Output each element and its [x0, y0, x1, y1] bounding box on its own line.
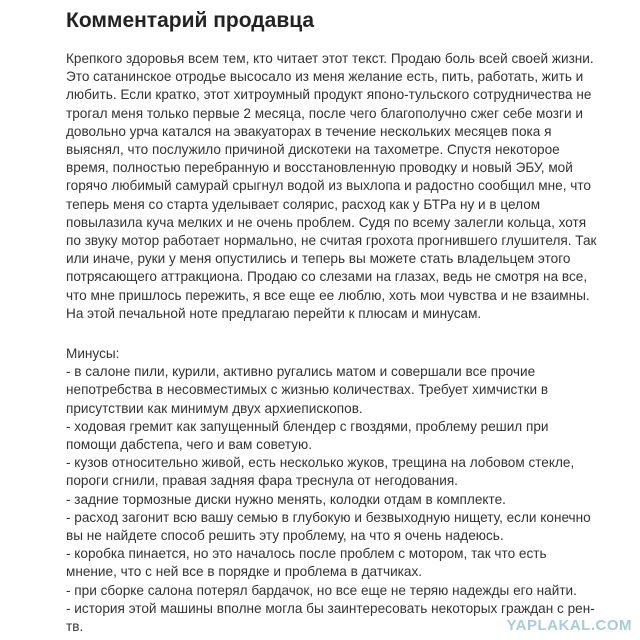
cons-list — [66, 363, 600, 636]
cons-item: - при сборке салона потерял бардачок, но все еще не теряю надежды его найти. — [66, 582, 577, 598]
cons-item: - расход загонит всю вашу семью в глубокую и безвыходную нищету, если конечно вы не найдете способ решить эту проблему, на что я очень надеюсь. — [66, 509, 591, 544]
section-title: Комментарий продавца — [66, 9, 315, 32]
cons-item: - история этой машины вполне могла бы заинтересовать некоторых граждан с рен-тв. — [66, 600, 595, 635]
cons-item: - ходовая гремит как запущенный блендер с гвоздями, проблему решил при помощи дабстепа, чего и вам советую. — [66, 418, 549, 453]
cons-item: - в салоне пили, курили, активно ругались матом и совершали все прочие непотребства в несовместимых с жизнью количествах. Требует химчистки в присутствии как минимум двух архиепископов. — [66, 364, 549, 416]
cons-item: - коробка пинается, но это началось после проблем с мотором, так что есть мнение, что с ней все в порядке и проблема в датчиках. — [66, 546, 547, 580]
cons-item: - задние тормозные диски нужно менять, колодки отдам в комплекте. — [66, 491, 506, 507]
cons-item: - кузов относительно живой, есть несколько жуков, трещина на лобовом стекле, пороги сгнили, правая задняя фара треснула от негодования. — [66, 455, 575, 489]
intro-paragraph: Крепкого здоровья всем тем, кто читает этот текст. Продаю боль всей своей жизни. Это сатанинское отродье высосало из меня желание есть, пить, работать, жить и любить. Если кратко, этот хитроумный продукт японо-тульского сотрудничества не трогал меня только первые 2 месяца, после чего благополучно сжег себе мозги и довольно урча катался на эвакуаторах в течение нескольких месяцев пока я выяснял, что послужило причиной дискотеки на тахометре. Спустя некоторое время, полностью перебранную и восстановленную проводку и новый ЭБУ, мой горячо любимый самурай срыгнул водой из выхлопа и радостно сообщил мне, что теперь меня со старта уделывает солярис, расход как у БТРа ну и в целом повылазила куча мелких и не очень проблем. Судя по всему залегли кольца, хотя по звуку мотор работает нормально, не считая грохота прогнившего глушителя. Так или иначе, руки у меня опустились и теперь вы можете стать владельцем этого потрясающего аттракциона. Продаю со слезами на глазах, ведь не смотря на все, что мне пришлось пережить, я все еще ее люблю, хоть мои чувства и не взаимны. На этой печальной ноте предлагаю перейти к плюсам и минусам. — [66, 51, 597, 321]
cons-heading: Минусы: — [66, 346, 120, 362]
site-watermark: YAPLAKAL.COM — [506, 617, 632, 634]
